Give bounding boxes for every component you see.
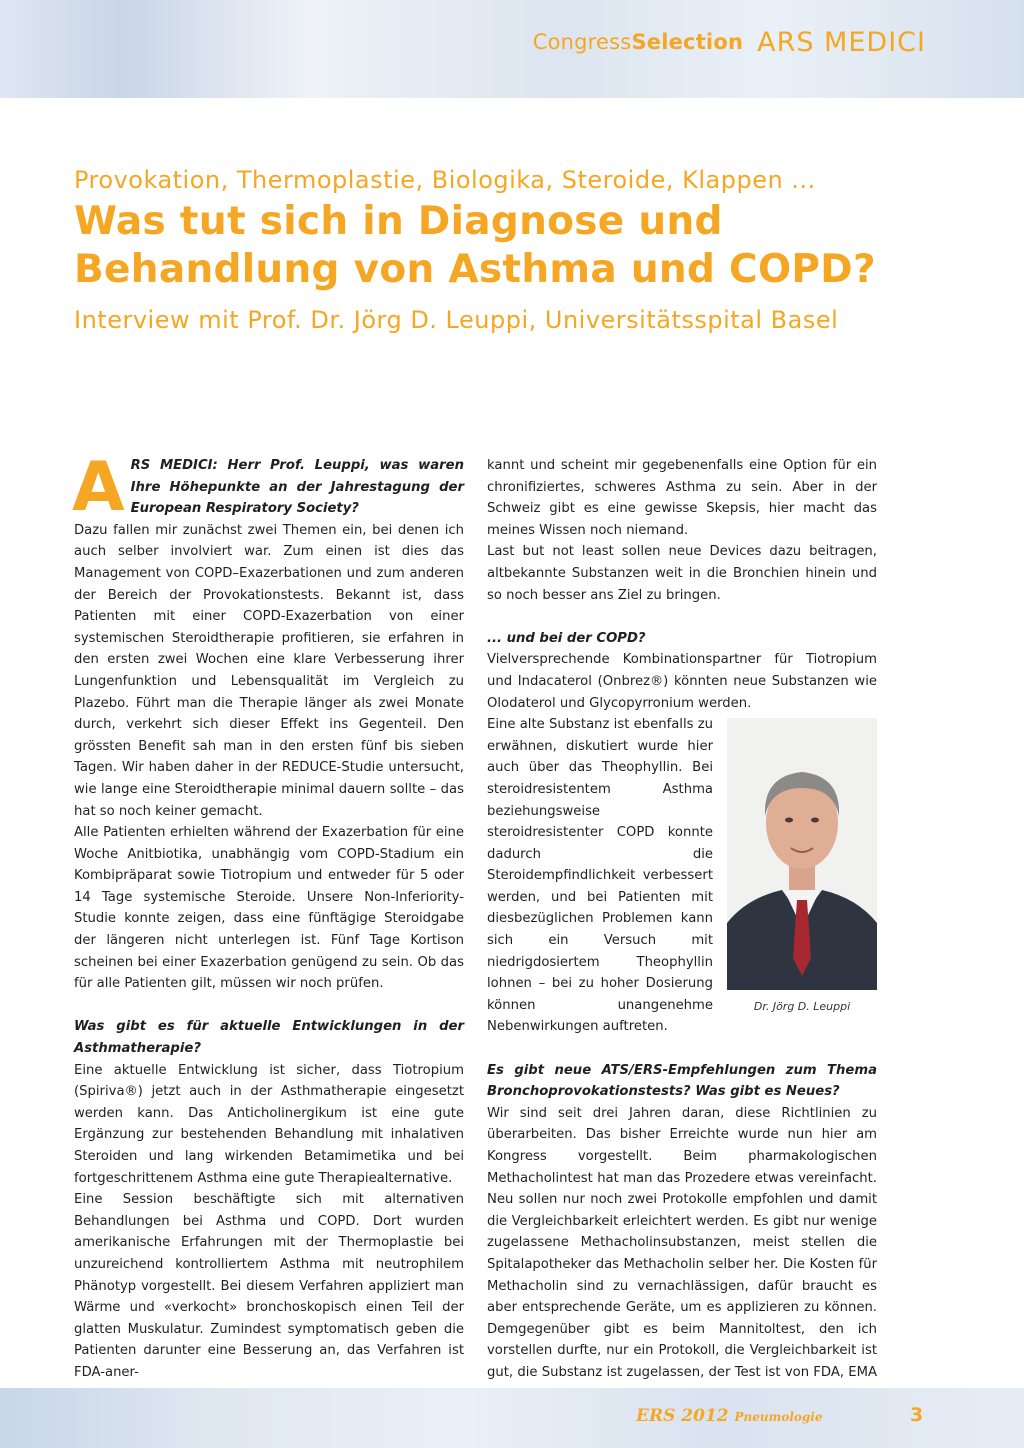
answer-4-paragraph-1: Wir sind seit drei Jahren daran, diese Richtlinien zu überarbeiten. Das bisher Erreichte wurde nun hier am Kongress vorgestellt. Beim pharmakologischen Methacholintest hat man das Prozedere etwas vereinfacht. Neu sollen nur noch zwei Protokolle empfohlen und damit die Vergleichbarkeit erleichtert werden. Es gibt nur wenige zugelassene Methacholinsubstanzen, meist stellen die Spitalapotheker das Methacholin selber her. Die Kosten für Methacholin sind zu vernachlässigen, dafür braucht es aber entsprechende Geräte, um es applizieren zu können. Demgegenüber gibt es beim Mannitoltest, den ich vorstellen durfte, nur ein Protokoll, die Vergleichbarkeit ist gut, die Substanz ist zugelassen, der Test ist von FDA, EMA bbox=[487, 1105, 877, 1380]
congress-selection-label: CongressSelection bbox=[532, 30, 744, 54]
article-title bbox=[74, 198, 974, 294]
question-2: Was gibt es für aktuelle Entwicklungen in der Asthmatherapie? bbox=[74, 1019, 464, 1057]
left-column bbox=[72, 448, 464, 1384]
ars-medici-logo: ARS MEDICI bbox=[757, 26, 926, 58]
question-4: Es gibt neue ATS/ERS-Empfehlungen zum Thema Bronchoprovokationstests? Was gibt es Neues? bbox=[487, 1062, 877, 1100]
drop-cap: A bbox=[72, 448, 125, 527]
article-title-line1: Was tut sich in Diagnose und bbox=[74, 199, 723, 244]
article-title-line2: Behandlung von Asthma und COPD? bbox=[74, 247, 876, 292]
article-kicker: Provokation, Thermoplastie, Biologika, Steroide, Klappen ... bbox=[74, 166, 816, 194]
answer-1-paragraph-1: Dazu fallen mir zunächst zwei Themen ein, bei denen ich auch selber involviert war. Zum einen ist dies das Management von COPD–Exazerbationen und zum anderen der Bereich der Provokationstests. Bekannt ist, dass Patienten mit einer COPD-Exazerbation von einer systemischen Steroidtherapie profitieren, sie erfahren in den ersten zwei Wochen eine klare Verbesserung ihrer Lungenfunktion und Lebensqualität im Vergleich zu Plazebo. Führt man die Therapie länger als zwei Monate durch, verkehrt sich dieser Effekt ins Gegenteil. Den grössten Benefit sah man in den ersten fünf bis sieben Tagen. Wir haben daher in der REDUCE-Studie untersucht, wie lange eine Steroidtherapie minimal dauern sollte – das hat so noch keiner gemacht. bbox=[74, 522, 464, 819]
answer-2-paragraph-2: Eine Session beschäftigte sich mit alternativen Behandlungen bei Asthma und COPD. Dort wurden amerikanische Erfahrungen mit der Thermoplastie bei unzureichend kontrolliertem Asthma mit neutrophilem Phänotyp vorgestellt. Bei diesem Verfahren appliziert man Wärme und «verkocht» bronchoskopisch einen Teil der glatten Muskulatur. Zumindest symptomatisch geben die Patienten darunter eine Besserung an, das Verfahren ist FDA-aner- bbox=[74, 1192, 464, 1380]
answer-2-paragraph-3: Last but not least sollen neue Devices dazu beitragen, altbekannte Substanzen weit in die Bronchien hinein und so noch besser ans Ziel zu bringen. bbox=[487, 544, 877, 603]
photo-caption: Dr. Jörg D. Leuppi bbox=[753, 1000, 851, 1014]
answer-1-paragraph-2: Alle Patienten erhielten während der Exazerbation für eine Woche Anitbiotika, unabhängig vom COPD-Stadium ein Kombipräparat sowie Tiotropium und entweder für 5 oder 14 Tage systemische Steroide. Unsere Non-Inferiority-Studie konnte zeigen, dass eine fünftägige Steroidgabe der längeren nicht unterlegen ist. Fünf Tage Kortison scheinen bei einer Exazerbation genügend zu sein. Ob das für alle Patienten gilt, müssen wir noch prüfen. bbox=[74, 825, 464, 992]
answer-3-paragraph-1: Vielversprechende Kombinationspartner für Tiotropium und Indacaterol (Onbrez®) könnten neue Substanzen wie Olodaterol und Glycopyrronium werden. bbox=[487, 652, 877, 711]
page-number: 3 bbox=[910, 1404, 924, 1426]
article-subtitle: Interview mit Prof. Dr. Jörg D. Leuppi, Universitätsspital Basel bbox=[74, 306, 839, 334]
answer-2-paragraph-1: Eine aktuelle Entwicklung ist sicher, dass Tiotropium (Spiriva®) jetzt auch in der Asthmatherapie eingesetzt werden kann. Das Anticholinergikum ist eine gute Ergänzung zur bestehenden Behandlung mit inhalativen Steroiden und lang wirkenden Betamimetika und bei fortgeschrittenem Asthma eine gute Therapiealternative. bbox=[74, 1062, 464, 1186]
question-1: RS MEDICI: Herr Prof. Leuppi, was waren Ihre Höhepunkte an der Jahrestagung der European Respiratory Society? bbox=[130, 458, 464, 517]
answer-2-continued: kannt und scheint mir gegebenenfalls eine Option für ein chronifiziertes, schweres Asthma zu sein. Aber in der Schweiz gibt es eine gewisse Skepsis, hier macht das meines Wissen noch niemand. bbox=[487, 458, 877, 538]
photo-block bbox=[727, 718, 877, 1018]
portrait-photo bbox=[727, 718, 877, 990]
footer-issue: ERS 2012 Pneumologie bbox=[636, 1406, 823, 1426]
question-3: ... und bei der COPD? bbox=[487, 630, 646, 646]
answer-3-paragraph-2: Dr. Jörg D. Leuppi Eine alte Substanz ist ebenfalls zu erwähnen, diskutiert wurde hier auch über das Theophyllin. Bei steroidresistentem Asthma beziehungsweise steroidresistenter COPD konnte dadurch die Steroidempfindlichkeit verbessert werden, und bei Patienten mit diesbezüglichen Problemen kann sich ein Versuch mit niedrigdosiertem Theophyllin lohnen – bei zu hoher Dosierung können unangenehme Nebenwirkungen auftreten. bbox=[487, 714, 877, 1038]
brand bbox=[533, 24, 926, 60]
footer-band bbox=[0, 1388, 1024, 1448]
right-column bbox=[487, 455, 877, 1405]
